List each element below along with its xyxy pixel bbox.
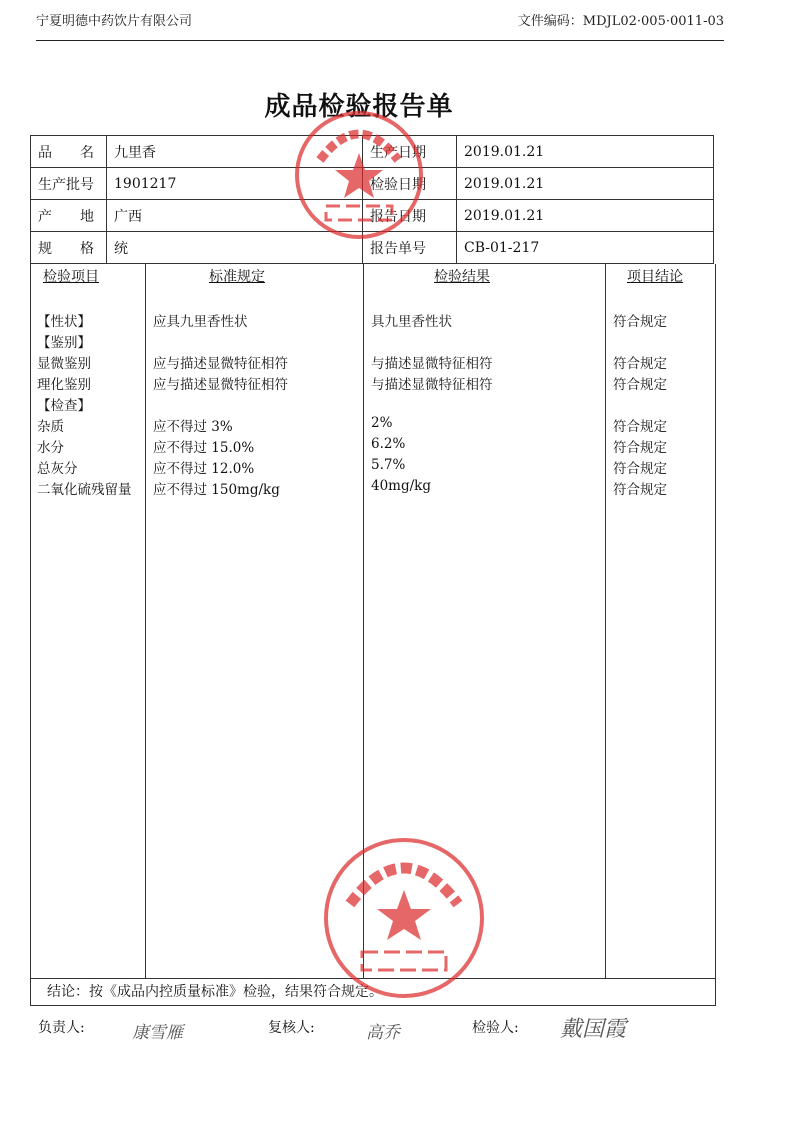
row-standard: 应与描述显微特征相符 [153,377,288,393]
row-conclusion: 符合规定 [613,314,667,330]
page-title: 成品检验报告单 [264,92,454,122]
column-divider [605,264,606,978]
column-divider [145,264,146,978]
info-value: 九里香 [107,136,363,168]
info-label: 品 名 [31,136,107,168]
info-value: 2019.01.21 [457,200,714,232]
responsible-signature: 康雪雁 [132,1023,183,1043]
row-result: 2% [371,415,393,431]
row-conclusion: 符合规定 [613,482,667,498]
inspection-seal [320,834,488,1002]
info-label: 规 格 [31,232,107,264]
document-number: 文件编码：MDJL02·005·0011-03 [517,14,724,29]
row-item: 二氧化硫残留量 [37,482,132,498]
row-item: 理化鉴别 [37,377,91,393]
row-conclusion: 符合规定 [613,356,667,372]
info-label: 报告单号 [363,232,457,264]
column-header-item: 检验项目 [43,269,99,285]
info-value: CB-01-217 [457,232,714,264]
row-standard: 应与描述显微特征相符 [153,356,288,372]
info-value: 广西 [107,200,363,232]
row-standard: 应不得过 12.0% [153,461,255,477]
row-item: 水分 [37,440,64,456]
page-header [36,14,724,41]
row-conclusion: 符合规定 [613,377,667,393]
row-result: 6.2% [371,436,406,452]
row-result: 与描述显微特征相符 [371,377,493,393]
info-value: 1901217 [107,168,363,200]
responsible-label: 负责人: [38,1020,85,1036]
row-item: 【检查】 [37,398,91,414]
row-result: 5.7% [371,457,406,473]
row-item: 【鉴别】 [37,335,91,351]
info-label: 生产日期 [363,136,457,168]
reviewer-signature: 高乔 [366,1023,400,1043]
row-result: 与描述显微特征相符 [371,356,493,372]
inspector-label: 检验人: [472,1020,519,1036]
row-standard: 应不得过 15.0% [153,440,255,456]
info-value: 2019.01.21 [457,168,714,200]
row-standard: 应不得过 3% [153,419,233,435]
row-conclusion: 符合规定 [613,461,667,477]
row-item: 杂质 [37,419,64,435]
company-name: 宁夏明德中药饮片有限公司 [36,14,193,29]
inspector-signature: 戴国霞 [560,1017,627,1042]
column-header-standard: 标准规定 [209,269,265,285]
info-label: 产 地 [31,200,107,232]
row-item: 显微鉴别 [37,356,91,372]
conclusion-text: 结论：按《成品内控质量标准》检验，结果符合规定。 [47,984,383,1000]
info-label: 检验日期 [363,168,457,200]
row-item: 【性状】 [37,314,91,330]
column-header-result: 检验结果 [434,269,490,285]
row-result: 具九里香性状 [371,314,452,330]
reviewer-label: 复核人: [268,1020,315,1036]
row-result: 40mg/kg [371,478,431,494]
quality-dept-seal [292,108,426,242]
row-standard: 应不得过 150mg/kg [153,482,280,498]
column-header-conclusion: 项目结论 [627,269,683,285]
info-label: 生产批号 [31,168,107,200]
info-label: 报告日期 [363,200,457,232]
row-standard: 应具九里香性状 [153,314,248,330]
row-conclusion: 符合规定 [613,440,667,456]
row-item: 总灰分 [37,461,78,477]
info-value: 2019.01.21 [457,136,714,168]
row-conclusion: 符合规定 [613,419,667,435]
info-value: 统 [107,232,363,264]
